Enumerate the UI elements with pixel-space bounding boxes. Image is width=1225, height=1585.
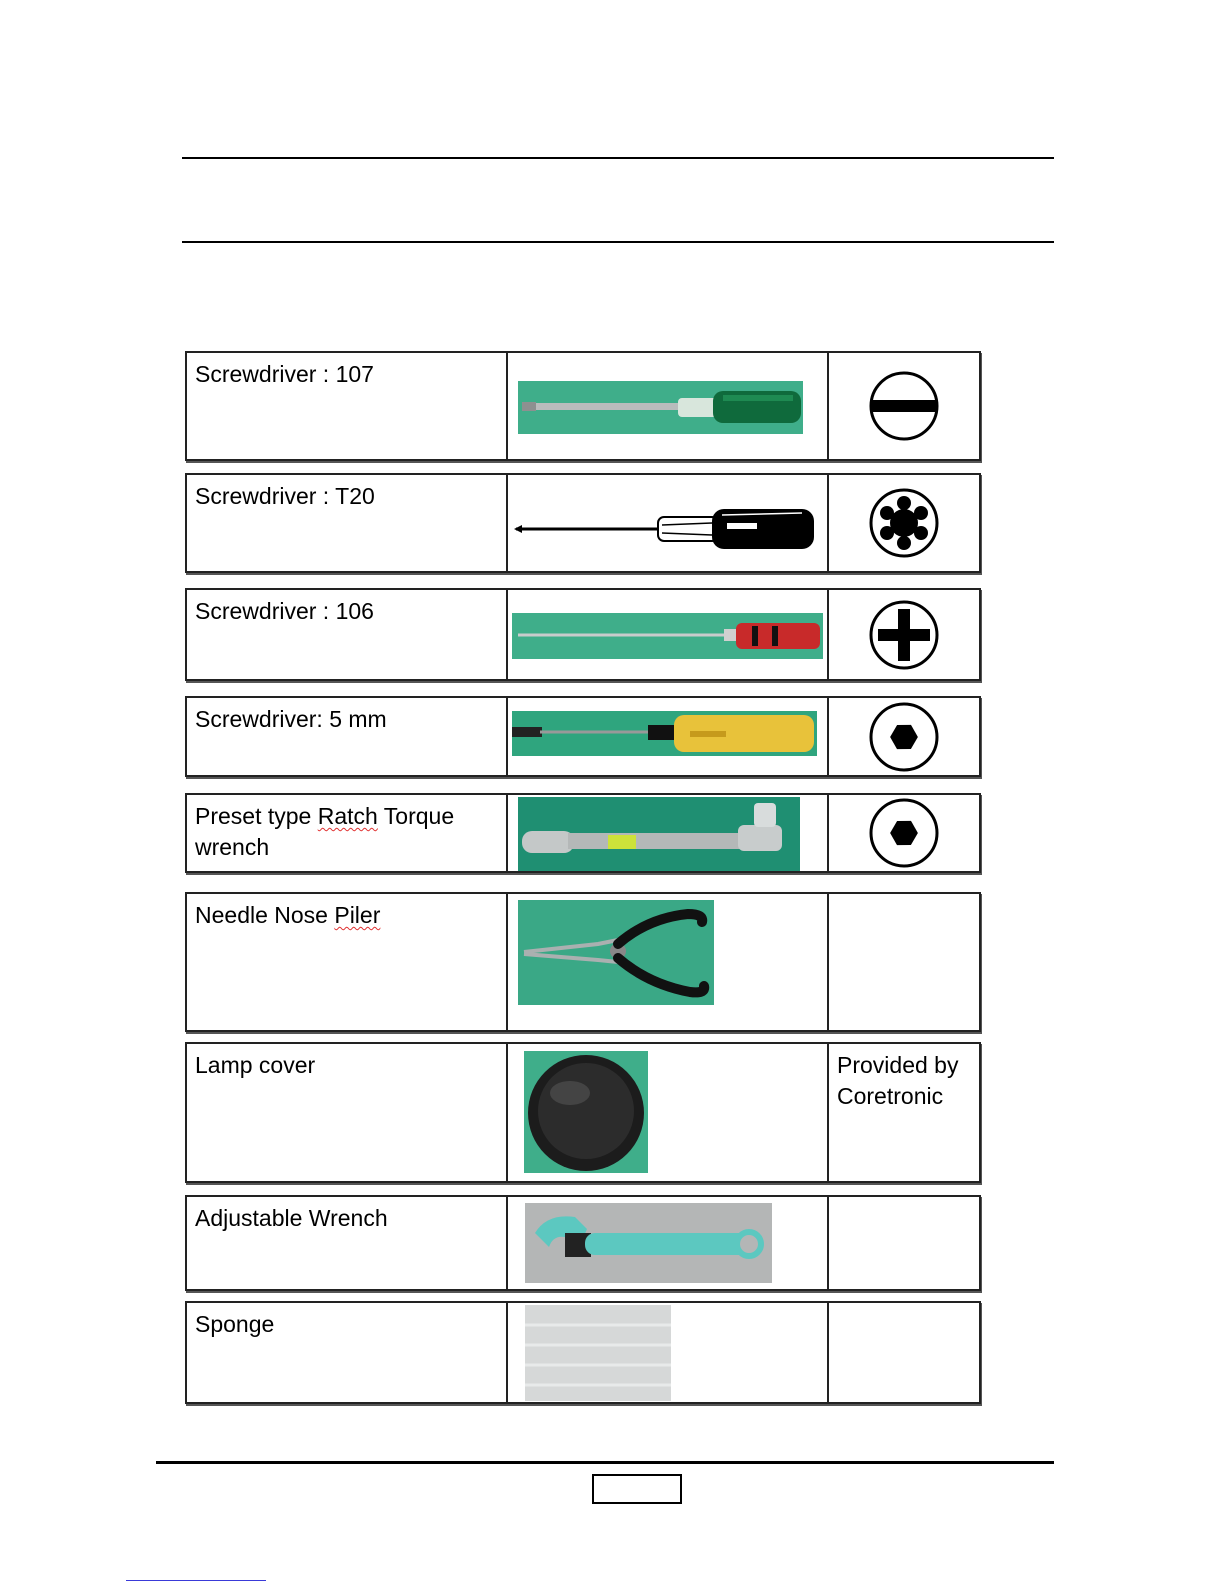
tool-photo-cell — [508, 698, 829, 775]
torx-screwdriver-photo — [512, 505, 817, 551]
footer-rule — [156, 1461, 1054, 1464]
flathead-screwdriver-photo — [518, 381, 803, 434]
bit-icon-cell — [829, 353, 979, 459]
tool-photo-cell — [508, 1303, 829, 1402]
tool-name: Screwdriver : 106 — [187, 590, 508, 679]
tool-row — [185, 1195, 981, 1291]
spelling-flag: Piler — [334, 902, 381, 928]
bit-icon-cell — [829, 698, 979, 775]
page-number-box — [592, 1474, 682, 1504]
phillips-bit-icon — [868, 599, 940, 671]
hex-bit-icon — [868, 797, 940, 869]
tool-row — [185, 473, 981, 573]
bit-icon-cell — [829, 1303, 979, 1402]
tool-photo-cell — [508, 1044, 829, 1181]
phillips-screwdriver-photo — [512, 613, 823, 659]
tool-name: Screwdriver: 5 mm — [187, 698, 508, 775]
tool-row — [185, 892, 981, 1032]
tool-row — [185, 351, 981, 461]
tool-photo-cell — [508, 475, 829, 571]
tool-name: Lamp cover — [187, 1044, 508, 1181]
lamp-cover-photo — [524, 1051, 648, 1173]
tool-row — [185, 588, 981, 681]
header-rule-bottom — [182, 241, 1054, 243]
torque-wrench-photo — [518, 797, 800, 871]
tool-row — [185, 793, 981, 873]
adjustable-wrench-photo — [525, 1203, 772, 1283]
hex-screwdriver-photo — [512, 711, 817, 756]
footer-link[interactable] — [126, 1580, 266, 1581]
bit-icon-cell — [829, 795, 979, 871]
tool-photo-cell — [508, 795, 829, 871]
tool-note: Provided by Coretronic — [837, 1052, 959, 1109]
slotted-bit-icon — [868, 370, 940, 442]
header-rule-top — [182, 157, 1054, 159]
spelling-flag: Ratch — [317, 803, 378, 829]
torx-bit-icon — [868, 487, 940, 559]
tool-photo-cell — [508, 1197, 829, 1289]
bit-icon-cell — [829, 894, 979, 1030]
tool-name: Screwdriver : T20 — [187, 475, 508, 571]
sponge-photo — [525, 1305, 671, 1401]
tool-name: Adjustable Wrench — [187, 1197, 508, 1289]
hex-bit-icon — [868, 701, 940, 773]
tool-photo-cell — [508, 590, 829, 679]
tool-name: Needle Nose Piler — [187, 894, 508, 1030]
tool-photo-cell — [508, 353, 829, 459]
tool-row — [185, 696, 981, 777]
bit-icon-cell — [829, 1197, 979, 1289]
note-cell — [829, 1044, 979, 1181]
tool-row — [185, 1042, 981, 1183]
tool-name: Sponge — [187, 1303, 508, 1402]
needle-nose-pliers-photo — [518, 900, 714, 1005]
tool-photo-cell — [508, 894, 829, 1030]
tool-name: Screwdriver : 107 — [187, 353, 508, 459]
tool-name: Preset type Ratch Torque wrench — [187, 795, 508, 871]
tool-row — [185, 1301, 981, 1404]
bit-icon-cell — [829, 475, 979, 571]
bit-icon-cell — [829, 590, 979, 679]
